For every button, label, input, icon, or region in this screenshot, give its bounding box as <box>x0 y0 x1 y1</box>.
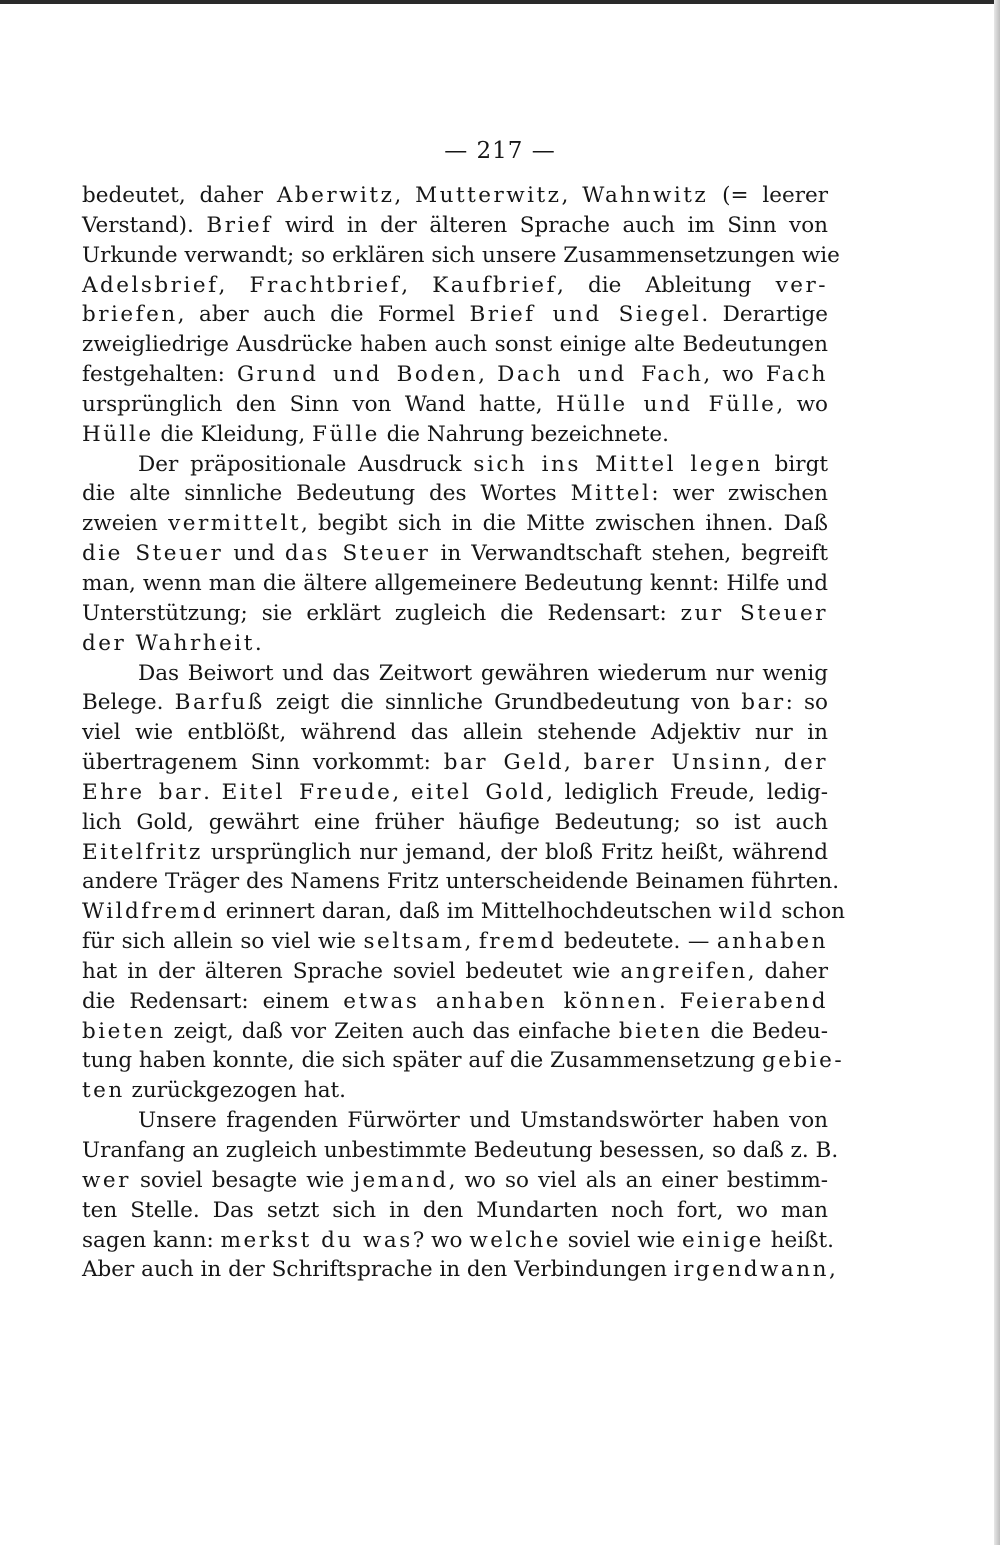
spaced-emphasis-text: der Wahrheit <box>82 630 255 656</box>
text-line <box>82 629 828 659</box>
text-run: heißt. <box>763 1227 834 1253</box>
spaced-emphasis-text: bieten <box>618 1018 703 1044</box>
text-run: andere Träger des Namens Fritz unterscheidende Beinamen führten. <box>82 869 840 895</box>
text-line <box>82 509 828 539</box>
spaced-emphasis-text: zur Steuer <box>680 600 828 626</box>
spaced-emphasis-text: briefen <box>82 302 178 328</box>
text-run: zeigt, daß vor Zeiten auch das einfache <box>165 1018 619 1044</box>
text-run: , <box>401 272 433 298</box>
text-line <box>82 539 828 569</box>
text-line <box>82 360 828 390</box>
spaced-emphasis-text: Adelsbrief <box>82 272 219 298</box>
spaced-emphasis-text: wer <box>82 1167 131 1193</box>
text-run: ursprünglich nur jemand, der bloß Fritz heißt, während <box>202 839 828 865</box>
text-line <box>82 927 828 957</box>
text-run: in Verwandtschaft stehen, begreift <box>430 541 829 567</box>
text-run: . Derartige <box>701 302 828 328</box>
spaced-emphasis-text: Brief und Siegel <box>469 302 702 328</box>
text-run: die Nahrung bezeichnete. <box>379 421 669 447</box>
text-run: zeigt die sinnliche Grundbedeutung von <box>264 690 742 716</box>
spaced-emphasis-text: anhaben <box>716 929 828 955</box>
text-run: , lediglich Freude, ledig- <box>546 779 828 805</box>
text-run: : so <box>785 690 828 716</box>
spaced-emphasis-text: sich ins Mittel legen <box>473 451 763 477</box>
text-run: tung haben konnte, die sich später auf die Zusammensetzung <box>82 1048 763 1074</box>
text-run: Aber auch in der Schriftsprache in den Verbindungen <box>82 1257 674 1283</box>
text-run: schon <box>774 899 846 925</box>
scan-right-edge <box>994 0 1000 1545</box>
text-run: soviel besagte wie <box>130 1167 354 1193</box>
text-run: , <box>464 929 479 955</box>
text-line <box>82 838 828 868</box>
text-run: , <box>394 183 416 208</box>
text-line <box>82 271 828 301</box>
text-run: lich Gold, gewährt eine früher häufige Bedeutung; so ist auch <box>82 809 828 835</box>
text-run: (= leerer <box>708 183 828 208</box>
text-run: , aber auch die Formel <box>177 302 470 328</box>
text-line <box>82 748 828 778</box>
spaced-emphasis-text: Eitelfritz <box>82 839 203 865</box>
spaced-emphasis-text: Brief <box>206 212 273 238</box>
text-line <box>82 1076 828 1106</box>
text-run: soviel wie <box>560 1227 683 1253</box>
text-line <box>82 659 828 689</box>
spaced-emphasis-text: Mutterwitz <box>415 183 562 208</box>
spaced-emphasis-text: Barfuß <box>174 690 265 716</box>
spaced-emphasis-text: seltsam <box>363 929 465 955</box>
spaced-emphasis-text: Wahnwitz <box>582 183 709 208</box>
text-line <box>82 420 828 450</box>
text-run: , <box>828 1257 836 1283</box>
spaced-emphasis-text: Feierabend <box>679 988 829 1014</box>
text-run: , begibt sich in die Mitte zwischen ihnen. Daß <box>301 511 828 537</box>
text-run: , wo <box>703 362 766 388</box>
text-run: Belege. <box>82 690 175 716</box>
text-run: zweigliedrige Ausdrücke haben auch sonst einige alte Bedeutungen <box>82 332 828 358</box>
spaced-emphasis-text: vermittelt <box>168 511 302 537</box>
spaced-emphasis-text: merkst du was <box>220 1227 413 1253</box>
spaced-emphasis-text: einige <box>682 1227 764 1253</box>
text-run: sagen kann: <box>82 1227 221 1253</box>
spaced-emphasis-text: Fach <box>765 362 829 388</box>
spaced-emphasis-text: jemand <box>353 1167 449 1193</box>
text-run: ten Stelle. Das setzt sich in den Mundarten noch fort, wo man <box>82 1197 828 1223</box>
body-text <box>82 181 846 1285</box>
text-run: , wo <box>776 391 828 417</box>
text-run: bedeutet, daher <box>82 183 277 208</box>
spaced-emphasis-text: das Steuer <box>284 541 431 567</box>
spaced-emphasis-text: bar <box>741 690 786 716</box>
spaced-emphasis-text: Fülle <box>312 421 380 447</box>
text-run: . <box>203 779 222 805</box>
text-run: Unterstützung; sie erklärt zugleich die Redensart: <box>82 600 681 626</box>
text-run: die alte sinnliche Bedeutung des Wortes <box>82 481 571 507</box>
spaced-emphasis-text: irgendwann <box>673 1257 829 1283</box>
text-line <box>82 1106 828 1136</box>
text-run: , <box>561 183 583 208</box>
text-run: festgehalten: <box>82 362 237 388</box>
text-line <box>82 599 828 629</box>
text-run: ? wo <box>412 1227 470 1253</box>
text-run: , <box>564 750 584 776</box>
text-run: birgt <box>762 451 828 477</box>
spaced-emphasis-text: Hülle und Fülle <box>556 391 777 417</box>
text-run: , <box>764 750 784 776</box>
spaced-emphasis-text: Mittel <box>570 481 652 507</box>
spaced-emphasis-text: gebie- <box>762 1048 845 1074</box>
text-line <box>82 1017 828 1047</box>
spaced-emphasis-text: Hülle <box>82 421 154 447</box>
spaced-emphasis-text: bar Geld <box>443 750 564 776</box>
text-run: zweien <box>82 511 169 537</box>
text-line <box>82 479 828 509</box>
spaced-emphasis-text: fremd <box>478 929 557 955</box>
text-run: Uranfang an zugleich unbestimmte Bedeutung besessen, so daß z. B. <box>82 1138 839 1163</box>
spaced-emphasis-text: der <box>783 750 829 776</box>
text-line <box>82 778 828 808</box>
text-run: ursprünglich den Sinn von Wand hatte, <box>82 391 557 417</box>
text-line <box>82 808 828 838</box>
text-line <box>82 1136 839 1166</box>
text-line <box>82 390 828 420</box>
text-run: und <box>223 541 285 567</box>
spaced-emphasis-text: eitel Gold <box>410 779 547 805</box>
text-line <box>82 688 828 718</box>
spaced-emphasis-text: Grund und Boden <box>236 362 479 388</box>
spaced-emphasis-text: barer Unsinn <box>583 750 765 776</box>
text-line <box>82 1166 828 1196</box>
text-run: Urkunde verwandt; so erklären sich unsere Zusammensetzungen wie <box>82 242 840 268</box>
spaced-emphasis-text: Ehre bar <box>82 779 204 805</box>
text-run: : wer zwischen <box>651 481 829 507</box>
spaced-emphasis-text: Dach und Fach <box>497 362 704 388</box>
text-line <box>82 241 840 271</box>
text-line <box>82 1226 834 1256</box>
text-run: zurückgezogen hat. <box>124 1078 346 1104</box>
text-run: . <box>254 630 262 656</box>
text-line <box>82 300 828 330</box>
text-run: übertragenem Sinn vorkommt: <box>82 750 444 776</box>
text-run: , <box>392 779 411 805</box>
text-line <box>82 718 828 748</box>
text-run: Unsere fragenden Fürwörter und Umstandswörter haben von <box>138 1108 828 1134</box>
spaced-emphasis-text: die Steuer <box>82 541 224 567</box>
text-line <box>82 1255 836 1285</box>
text-line <box>82 897 846 927</box>
text-run: , daher <box>747 958 828 984</box>
spaced-emphasis-text: Frachtbrief <box>249 272 402 298</box>
text-run: , <box>478 362 498 388</box>
text-run: bedeutete. — <box>556 929 717 955</box>
text-run: für sich allein so viel wie <box>82 929 364 955</box>
text-line <box>82 1196 828 1226</box>
text-run: Der präpositionale Ausdruck <box>138 451 474 477</box>
text-run: wird in der älteren Sprache auch im Sinn von <box>272 212 828 238</box>
spaced-emphasis-text: Eitel Freude <box>221 779 393 805</box>
page-number-header: — 217 — <box>444 138 556 164</box>
text-run: hat in der älteren Sprache soviel bedeutet wie <box>82 958 621 984</box>
spaced-emphasis-text: Aberwitz <box>276 183 395 208</box>
spaced-emphasis-text: ten <box>82 1078 125 1104</box>
text-line <box>82 450 828 480</box>
text-line <box>82 211 828 241</box>
spaced-emphasis-text: wild <box>718 899 775 925</box>
text-run: man, wenn man die ältere allgemeinere Bedeutung kennt: Hilfe und <box>82 570 828 596</box>
text-run: viel wie entblößt, während das allein stehende Adjektiv nur in <box>82 720 828 746</box>
spaced-emphasis-text: bieten <box>82 1018 166 1044</box>
spaced-emphasis-text: angreifen <box>620 958 748 984</box>
text-line <box>82 957 828 987</box>
text-run: die Bedeu- <box>702 1018 828 1044</box>
text-line <box>82 1046 845 1076</box>
text-run: . <box>658 988 680 1014</box>
spaced-emphasis-text: Wildfremd <box>82 899 219 925</box>
text-run: Das Beiwort und das Zeitwort gewähren wiederum nur wenig <box>138 660 828 686</box>
text-run: , die Ableitung <box>557 272 776 298</box>
text-run: erinnert daran, daß im Mittelhochdeutschen <box>218 899 719 925</box>
spaced-emphasis-text: Kaufbrief <box>432 272 557 298</box>
scan-top-edge <box>0 0 1000 4</box>
spaced-emphasis-text: welche <box>469 1227 561 1253</box>
text-line <box>82 987 828 1017</box>
text-run: die Redensart: einem <box>82 988 344 1014</box>
text-run: die Kleidung, <box>153 421 313 447</box>
text-line <box>82 569 828 599</box>
text-run: Verstand). <box>82 212 207 238</box>
text-run: , <box>218 272 250 298</box>
text-line <box>82 330 828 360</box>
text-line <box>82 867 840 897</box>
spaced-emphasis-text: ver- <box>775 272 829 298</box>
text-line <box>82 181 828 211</box>
text-run: , wo so viel als an einer bestimm- <box>448 1167 828 1193</box>
spaced-emphasis-text: etwas anhaben können <box>343 988 659 1014</box>
